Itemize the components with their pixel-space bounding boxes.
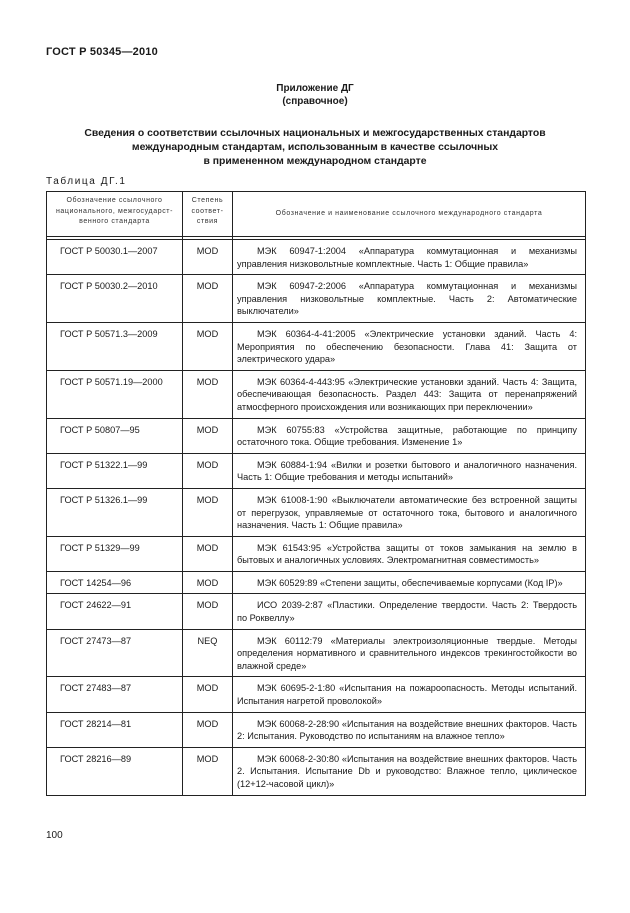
column-header-degree: Степень соответ-ствия <box>183 192 233 237</box>
cell-national-standard: ГОСТ Р 50030.2—2010 <box>47 275 183 323</box>
appendix-block <box>0 82 630 108</box>
cell-national-standard: ГОСТ Р 51329—99 <box>47 536 183 571</box>
table-header-row <box>47 192 586 237</box>
table-row <box>47 370 586 418</box>
cell-international-standard: МЭК 60755:83 «Устройства защитные, работающие по принципу остаточного тока. Общие требования. Изменение 1» <box>233 418 586 453</box>
table-row <box>47 677 586 712</box>
cell-national-standard: ГОСТ Р 51326.1—99 <box>47 488 183 536</box>
cell-international-standard: МЭК 60364-4-443:95 «Электрические установки зданий. Часть 4: Защита, обеспечивающая безопасность. Раздел 443: Защита от перенапряжений атмосферного происхождения или возникающих при переключении» <box>233 370 586 418</box>
document-code: ГОСТ Р 50345—2010 <box>46 46 158 58</box>
table-row <box>47 629 586 677</box>
cell-degree-of-correspondence: MOD <box>183 418 233 453</box>
appendix-title: Приложение ДГ <box>276 83 354 94</box>
cell-degree-of-correspondence: MOD <box>183 322 233 370</box>
cell-national-standard: ГОСТ Р 50807—95 <box>47 418 183 453</box>
cell-national-standard: ГОСТ 14254—96 <box>47 571 183 594</box>
table-row <box>47 488 586 536</box>
table-label: Таблица ДГ.1 <box>46 176 127 187</box>
cell-degree-of-correspondence: MOD <box>183 240 233 275</box>
cell-degree-of-correspondence: MOD <box>183 488 233 536</box>
cell-international-standard: МЭК 60112:79 «Материалы электроизоляционные твердые. Методы определения нормативного и сравнительного индексов трекингостойкости во влажной среде» <box>233 629 586 677</box>
cell-international-standard: МЭК 61543:95 «Устройства защиты от токов замыкания на землю в бытовых и аналогичных условиях. Электромагнитная совместимость» <box>233 536 586 571</box>
cell-international-standard: ИСО 2039-2:87 «Пластики. Определение твердости. Часть 2: Твердость по Роквеллу» <box>233 594 586 629</box>
table-row <box>47 322 586 370</box>
column-header-international-standard: Обозначение и наименование ссылочного международного стандарта <box>233 192 586 237</box>
cell-degree-of-correspondence: MOD <box>183 275 233 323</box>
cell-international-standard: МЭК 60529:89 «Степени защиты, обеспечиваемые корпусами (Код IP)» <box>233 571 586 594</box>
cell-degree-of-correspondence: MOD <box>183 571 233 594</box>
table-row <box>47 747 586 795</box>
cell-international-standard: МЭК 60695-2-1:80 «Испытания на пожароопасность. Методы испытаний. Испытания нагретой проволокой» <box>233 677 586 712</box>
cell-degree-of-correspondence: MOD <box>183 712 233 747</box>
appendix-subtitle: (справочное) <box>282 96 348 107</box>
cell-degree-of-correspondence: MOD <box>183 536 233 571</box>
table-row <box>47 571 586 594</box>
cell-national-standard: ГОСТ Р 50571.3—2009 <box>47 322 183 370</box>
table-row <box>47 536 586 571</box>
table-row <box>47 594 586 629</box>
table-row <box>47 240 586 275</box>
cell-international-standard: МЭК 60068-2-28:90 «Испытания на воздействие внешних факторов. Часть 2: Испытания. Руководство по испытаниям на влажное тепло» <box>233 712 586 747</box>
cell-national-standard: ГОСТ Р 51322.1—99 <box>47 453 183 488</box>
heading-line-2: международным стандартам, использованным в качестве ссылочных <box>131 142 499 153</box>
cell-degree-of-correspondence: MOD <box>183 594 233 629</box>
cell-national-standard: ГОСТ 28214—81 <box>47 712 183 747</box>
table-row <box>47 275 586 323</box>
table-body <box>47 237 586 796</box>
cell-international-standard: МЭК 61008-1:90 «Выключатели автоматические без встроенной защиты от перегрузок, управляемые от остаточного тока, бытового и аналогичного назначения. Часть 1: Общие правила» <box>233 488 586 536</box>
cell-international-standard: МЭК 60947-1:2004 «Аппаратура коммутационная и механизмы управления низковольтные комплектные. Часть 1: Общие правила» <box>233 240 586 275</box>
cell-national-standard: ГОСТ 28216—89 <box>47 747 183 795</box>
heading-line-1: Сведения о соответствии ссылочных национальных и межгосударственных стандартов <box>84 128 546 139</box>
cell-international-standard: МЭК 60068-2-30:80 «Испытания на воздействие внешних факторов. Часть 2. Испытания. Испытание Db и руководство: Влажное тепло, циклическое (12+12-часовой цикл)» <box>233 747 586 795</box>
page-number: 100 <box>46 830 63 841</box>
cell-degree-of-correspondence: MOD <box>183 370 233 418</box>
cell-international-standard: МЭК 60364-4-41:2005 «Электрические установки зданий. Часть 4: Мероприятия по обеспечению безопасности. Глава 41: Защита от электрического удара» <box>233 322 586 370</box>
cell-national-standard: ГОСТ 27483—87 <box>47 677 183 712</box>
table-row <box>47 418 586 453</box>
cell-degree-of-correspondence: MOD <box>183 677 233 712</box>
column-header-national-standard: Обозначение ссылочного национального, межгосударст-венного стандарта <box>47 192 183 237</box>
cell-degree-of-correspondence: MOD <box>183 453 233 488</box>
cell-national-standard: ГОСТ 27473—87 <box>47 629 183 677</box>
cell-national-standard: ГОСТ 24622—91 <box>47 594 183 629</box>
cell-national-standard: ГОСТ Р 50571.19—2000 <box>47 370 183 418</box>
table-row <box>47 712 586 747</box>
cell-international-standard: МЭК 60947-2:2006 «Аппаратура коммутационная и механизмы управления низковольтные комплектные. Часть 2: Автоматические выключатели» <box>233 275 586 323</box>
section-heading <box>40 127 590 169</box>
cell-degree-of-correspondence: NEQ <box>183 629 233 677</box>
cell-international-standard: МЭК 60884-1:94 «Вилки и розетки бытового и аналогичного назначения. Часть 1: Общие требования и методы испытаний» <box>233 453 586 488</box>
table-row <box>47 453 586 488</box>
cell-degree-of-correspondence: MOD <box>183 747 233 795</box>
cell-national-standard: ГОСТ Р 50030.1—2007 <box>47 240 183 275</box>
standards-table <box>46 191 586 796</box>
heading-line-3: в примененном международном стандарте <box>203 156 427 167</box>
